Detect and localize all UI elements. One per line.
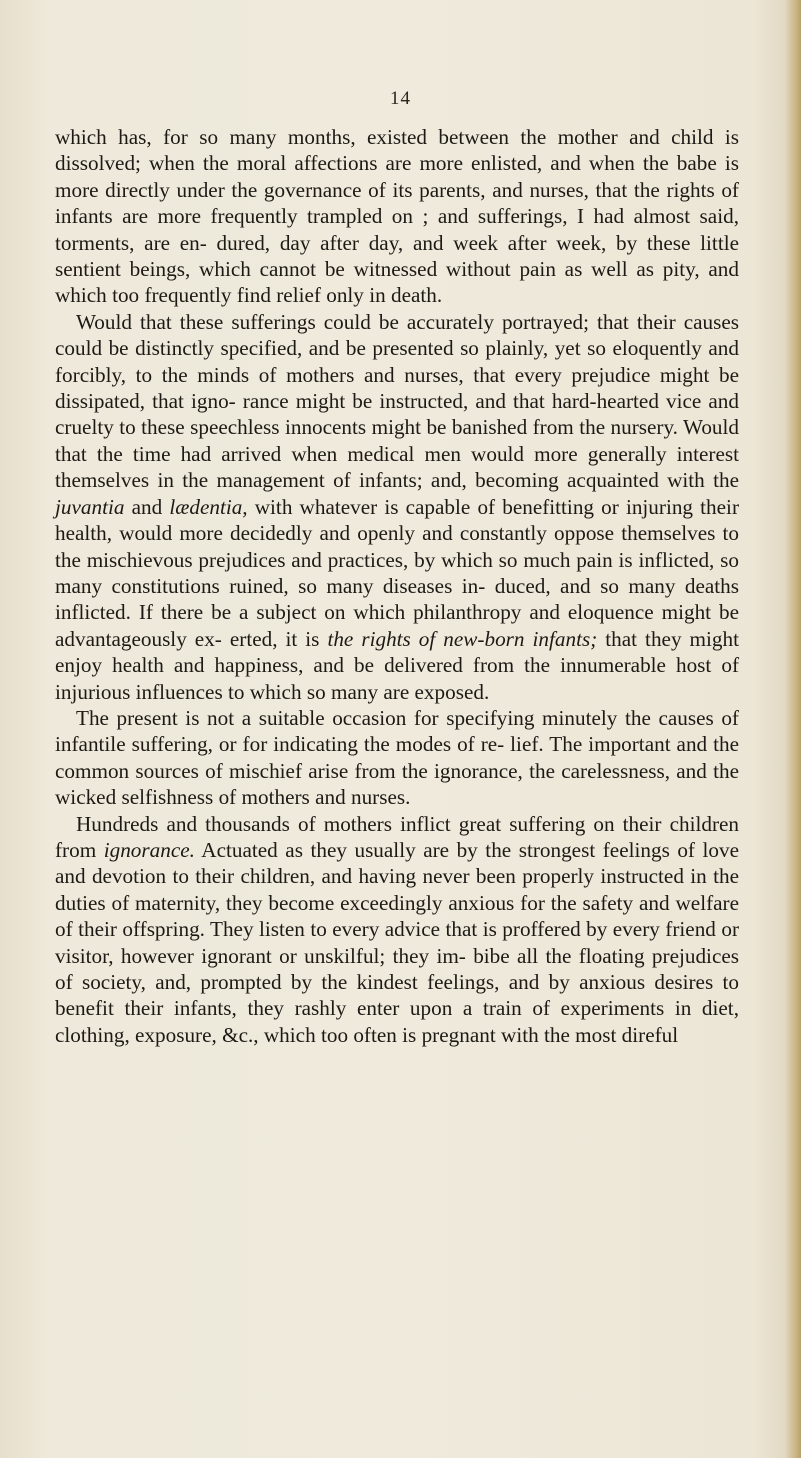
italic-text: juvantia (55, 494, 125, 519)
text-run: that they might enjoy health and happiness, and be delivered from the innumerable host of injurious influences to which so many are exposed. (55, 626, 739, 704)
paragraph (55, 811, 739, 1049)
italic-text: lædentia, (169, 494, 248, 519)
page-edge (785, 0, 801, 1458)
paragraph (55, 705, 739, 811)
body-text (55, 124, 739, 1048)
text-run: The present is not a suitable occasion for specifying minutely the causes of infantile suffering, or for indicating the modes of re- lief. The important and the common sources of mischief arise from the ignorance, the carelessness, and the wicked selfishness of mothers and nurses. (55, 705, 739, 810)
text-run: Actuated as they usually are by the strongest feelings of love and devotion to their children, and having never been properly instructed in the duties of maternity, they become exceedingly anxious for the safety and welfare of their offspring. They listen to every advice that is proffered by every friend or visitor, however ignorant or unskilful; they im- bibe all the floating prejudices of society, and, prompted by the kindest feelings, and by anxious desires to benefit their infants, they rashly enter upon a train of experiments in diet, clothing, exposure, &c., which too often is pregnant with the most direful (55, 837, 739, 1047)
text-run: with whatever is capable of benefitting or injuring their health, would more decidedly and openly and constantly oppose themselves to the mischievous prejudices and practices, by which so much pain is inflicted, so many constitutions ruined, so many diseases in- duced, and so many deaths inflicted. If there be a subject on which philanthropy and eloquence might be advantageously ex- erted, it is (55, 494, 739, 651)
text-run: and (124, 494, 170, 519)
text-run: which has, for so many months, existed between the mother and child is dissolved; when the moral affections are more enlisted, and when the babe is more directly under the governance of its parents, and nurses, that the rights of infants are more frequently trampled on ; and sufferings, I had almost said, torments, are en- dured, day after day, and week after week, by these little sentient beings, which cannot be witnessed without pain as well as pity, and which too frequently find relief only in death. (55, 125, 739, 308)
italic-text: the rights of new-born infants; (327, 626, 598, 651)
paragraph (55, 124, 739, 309)
page-number: 14 (390, 88, 411, 109)
italic-text: ignorance. (103, 837, 195, 862)
paragraph (55, 309, 739, 705)
text-run: Would that these sufferings could be accurately portrayed; that their causes could be distinctly specified, and be presented so plainly, yet so eloquently and forcibly, to the minds of mothers and nurses, that every prejudice might be dissipated, that igno- rance might be instructed, and that hard-hearted vice and cruelty to these speechless innocents might be banished from the nursery. Would that the time had arrived when medical men would more generally interest themselves in the management of infants; and, becoming acquainted with the (55, 309, 739, 493)
text-run: Hundreds and thousands of mothers inflict great suffering on their children from (55, 811, 739, 862)
